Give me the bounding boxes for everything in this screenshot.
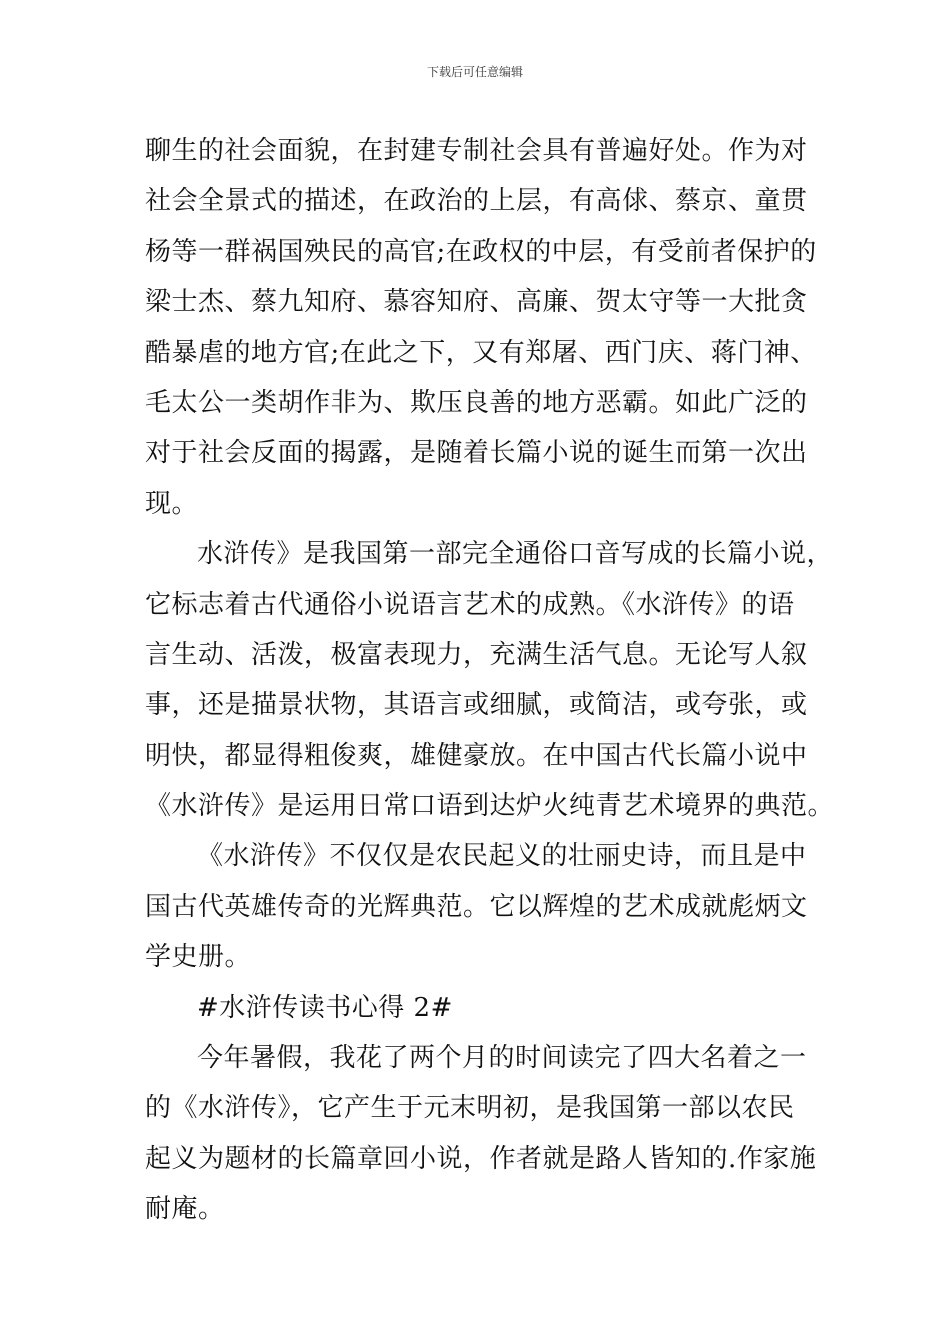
text-line: 事，还是描景状物，其语言或细腻，或简洁，或夸张，或 bbox=[145, 690, 808, 721]
document-body bbox=[145, 126, 835, 1235]
text-line: 国古代英雄传奇的光辉典范。它以辉煌的艺术成就彪炳文 bbox=[145, 891, 808, 922]
text-line: 《水浒传》不仅仅是农民起义的壮丽史诗，而且是中 bbox=[197, 841, 807, 872]
text-line: 现。 bbox=[145, 488, 199, 519]
text-line: 毛太公一类胡作非为、欺压良善的地方恶霸。如此广泛的 bbox=[145, 387, 808, 418]
text-line: 今年暑假，我花了两个月的时间读完了四大名着之一 bbox=[197, 1043, 807, 1074]
text-line: 耐庵。 bbox=[145, 1194, 225, 1225]
text-line: 社会全景式的描述，在政治的上层，有高俅、蔡京、童贯 bbox=[145, 186, 808, 217]
text-line: #水浒传读书心得 2# bbox=[197, 992, 453, 1023]
text-line: 水浒传》是我国第一部完全通俗口音写成的长篇小说， bbox=[197, 539, 834, 570]
page-header: 下载后可任意编辑 bbox=[426, 65, 523, 79]
text-line: 学史册。 bbox=[145, 942, 252, 973]
text-line: 对于社会反面的揭露，是随着长篇小说的诞生而第一次出 bbox=[145, 438, 808, 469]
text-line: 《水浒传》是运用日常口语到达炉火纯青艺术境界的典范。 bbox=[145, 791, 835, 822]
text-line: 明快，都显得粗俊爽，雄健豪放。在中国古代长篇小说中 bbox=[145, 740, 808, 771]
text-line: 的《水浒传》，它产生于元末明初，是我国第一部以农民 bbox=[145, 1093, 795, 1124]
text-line: 梁士杰、蔡九知府、慕容知府、高廉、贺太守等一大批贪 bbox=[145, 287, 808, 318]
text-line: 杨等一群祸国殃民的高官;在政权的中层，有受前者保护的 bbox=[145, 236, 817, 267]
text-line: 它标志着古代通俗小说语言艺术的成熟。《水浒传》的语 bbox=[145, 589, 795, 620]
text-line: 酷暴虐的地方官;在此之下，又有郑屠、西门庆、蒋门神、 bbox=[145, 337, 817, 368]
text-line: 聊生的社会面貌，在封建专制社会具有普遍好处。作为对 bbox=[145, 136, 808, 166]
text-line: 起义为题材的长篇章回小说，作者就是路人皆知的.作家施 bbox=[145, 1143, 817, 1174]
text-line: 言生动、活泼，极富表现力，充满生活气息。无论写人叙 bbox=[145, 639, 808, 670]
